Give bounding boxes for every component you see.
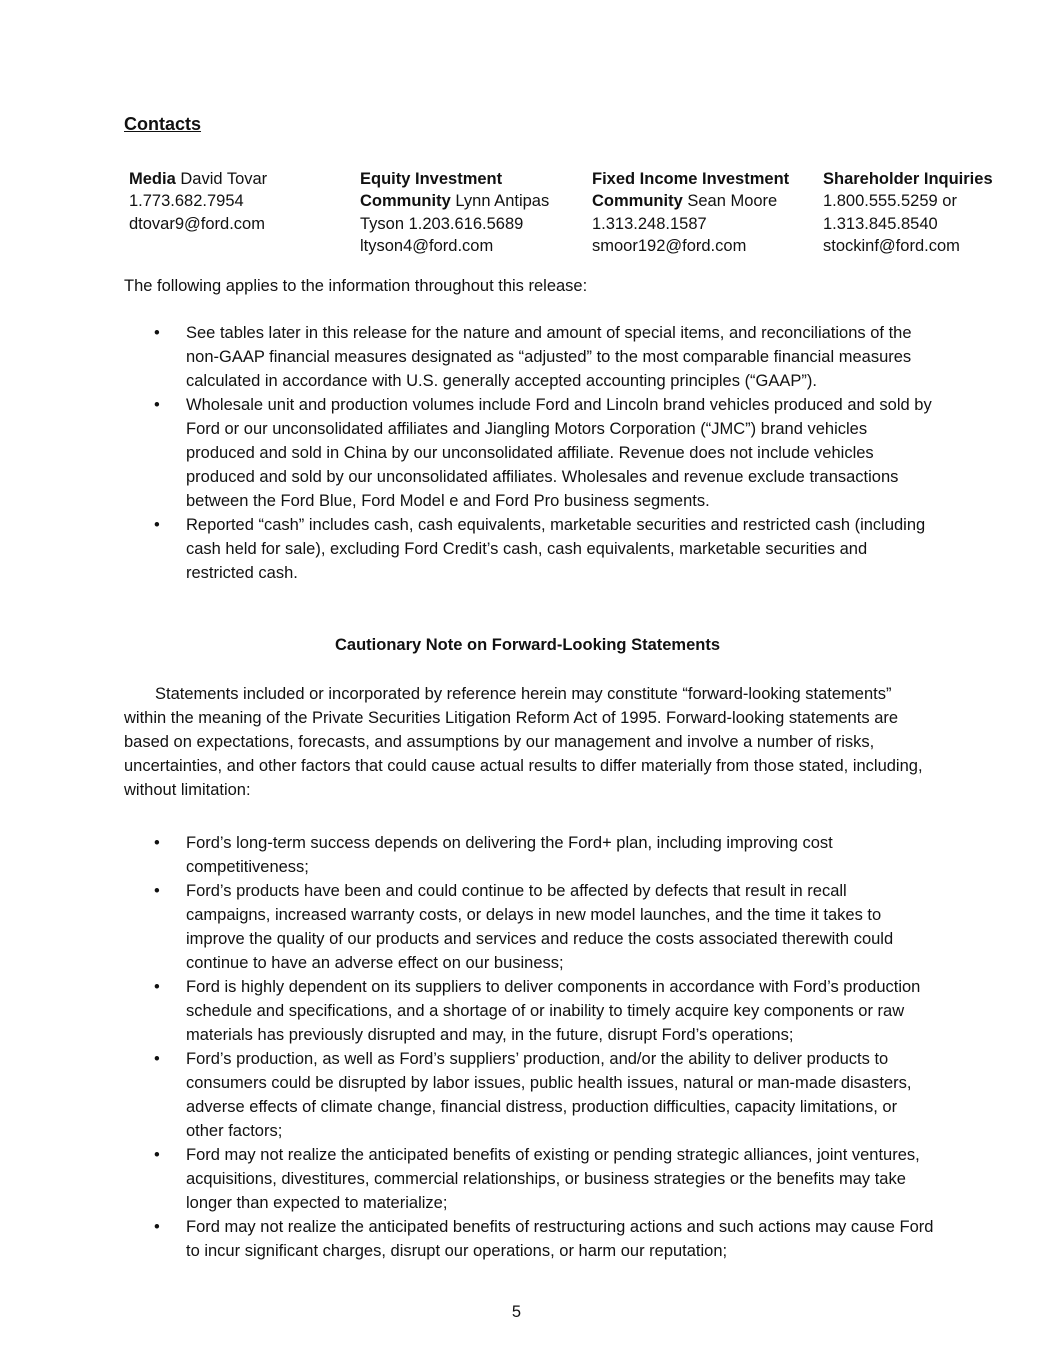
contact-name: Sean Moore	[687, 192, 778, 211]
contact-fixed-income-investment	[592, 168, 789, 257]
contact-phone: 1.313.248.1587	[592, 214, 707, 233]
contact-phone: 1.773.682.7954	[129, 192, 244, 211]
list-item-text: Ford may not realize the anticipated benefits of existing or pending strategic alliances, joint ventures, acquisitions, divestitures, commercial relationships, or business strategies or the benefits may take longer than expected to materialize;	[186, 1146, 920, 1212]
contact-role: Shareholder Inquiries	[823, 170, 993, 188]
contacts-heading: Contacts	[124, 114, 202, 134]
list-item-text: Wholesale unit and production volumes include Ford and Lincoln brand vehicles produced and sold by Ford or our unconsolidated affiliates and Jiangling Motors Corporation (“JMC”) brand vehicles produced and sold in China by our unconsolidated affiliate. Revenue does not include vehicles produced and sold by our unconsolidated affiliates. Wholesales and revenue exclude transactions between the Ford Blue, Ford Model e and Ford Pro business segments.	[186, 396, 932, 510]
contact-role-continued: Community	[592, 192, 683, 211]
contact-role: Fixed Income Investment	[592, 170, 790, 188]
list-item	[124, 1047, 934, 1143]
list-item-text: Reported “cash” includes cash, cash equivalents, marketable securities and restricted cash (including cash held for sale), excluding Ford Credit’s cash, cash equivalents, marketable securities and restricted cash.	[186, 516, 926, 582]
list-item	[124, 879, 934, 975]
contact-email: ltyson4@ford.com	[360, 236, 494, 255]
risk-bullet-list	[124, 831, 934, 1263]
contact-email: dtovar9@ford.com	[129, 214, 265, 233]
contact-name: Lynn Antipas	[455, 192, 550, 211]
bullet-icon: •	[154, 834, 160, 852]
list-item-text: Ford’s long-term success depends on delivering the Ford+ plan, including improving cost competitiveness;	[186, 834, 833, 876]
list-item	[124, 975, 934, 1047]
list-item-text: Ford may not realize the anticipated benefits of restructuring actions and such actions may cause Ford to incur significant charges, disrupt our operations, or harm our reputation;	[186, 1218, 934, 1260]
contact-name: David Tovar	[180, 170, 268, 188]
contact-equity-investment	[360, 168, 549, 257]
contact-name-phone: Tyson 1.203.616.5689	[360, 214, 524, 233]
bullet-icon: •	[154, 1146, 160, 1164]
contact-role-continued: Community	[360, 192, 451, 211]
list-item	[124, 393, 934, 513]
list-item-text: Ford’s production, as well as Ford’s suppliers’ production, and/or the ability to deliver products to consumers could be disrupted by labor issues, public health issues, natural or man-made disasters, adverse effects of climate change, financial distress, production difficulties, capacity limitations, or other factors;	[186, 1050, 912, 1140]
contacts-table	[0, 168, 1055, 258]
bullet-icon: •	[154, 1050, 160, 1068]
list-item	[124, 831, 934, 879]
contact-role: Equity Investment	[360, 170, 503, 188]
list-item-text: See tables later in this release for the nature and amount of special items, and reconciliations of the non-GAAP financial measures designated as “adjusted” to the most comparable financial measures calculated in accordance with U.S. generally accepted accounting principles (“GAAP”).	[186, 324, 912, 390]
contact-role: Media	[129, 170, 176, 188]
list-item	[124, 1143, 934, 1215]
list-item-text: Ford is highly dependent on its suppliers to deliver components in accordance with Ford’s production schedule and specifications, and a shortage of or inability to timely acquire key components or raw materials has previously disrupted and may, in the future, disrupt Ford’s operations;	[186, 978, 921, 1044]
contact-email: stockinf@ford.com	[823, 236, 960, 255]
bullet-icon: •	[154, 1218, 160, 1236]
cautionary-paragraph: Statements included or incorporated by reference herein may constitute “forward-looking statements” within the meaning of the Private Securities Litigation Reform Act of 1995. Forward-looking statements are based on expectations, forecasts, and assumptions by our management and involve a number of risks, uncertainties, and other factors that could cause actual results to differ materially from those stated, including, without limitation:	[124, 685, 923, 799]
list-item	[124, 513, 934, 585]
list-item	[124, 321, 934, 393]
bullet-icon: •	[154, 324, 160, 342]
list-item-text: Ford’s products have been and could continue to be affected by defects that result in recall campaigns, increased warranty costs, or delays in new model launches, and the time it takes to improve the quality of our products and services and reduce the costs associated therewith could continue to have an adverse effect on our business;	[186, 882, 894, 972]
contact-phone-alt: 1.313.845.8540	[823, 214, 938, 233]
intro-text: The following applies to the information throughout this release:	[124, 277, 588, 295]
info-bullet-list	[124, 321, 934, 585]
contact-email: smoor192@ford.com	[592, 236, 747, 255]
bullet-icon: •	[154, 978, 160, 996]
page-number: 5	[511, 1303, 522, 1321]
bullet-icon: •	[154, 396, 160, 414]
contact-media	[129, 168, 267, 235]
contact-shareholder-inquiries	[823, 168, 993, 257]
bullet-icon: •	[154, 516, 160, 534]
list-item	[124, 1215, 934, 1263]
contact-phone: 1.800.555.5259 or	[823, 192, 957, 211]
cautionary-note-title: Cautionary Note on Forward-Looking Statements	[334, 636, 721, 654]
bullet-icon: •	[154, 882, 160, 900]
